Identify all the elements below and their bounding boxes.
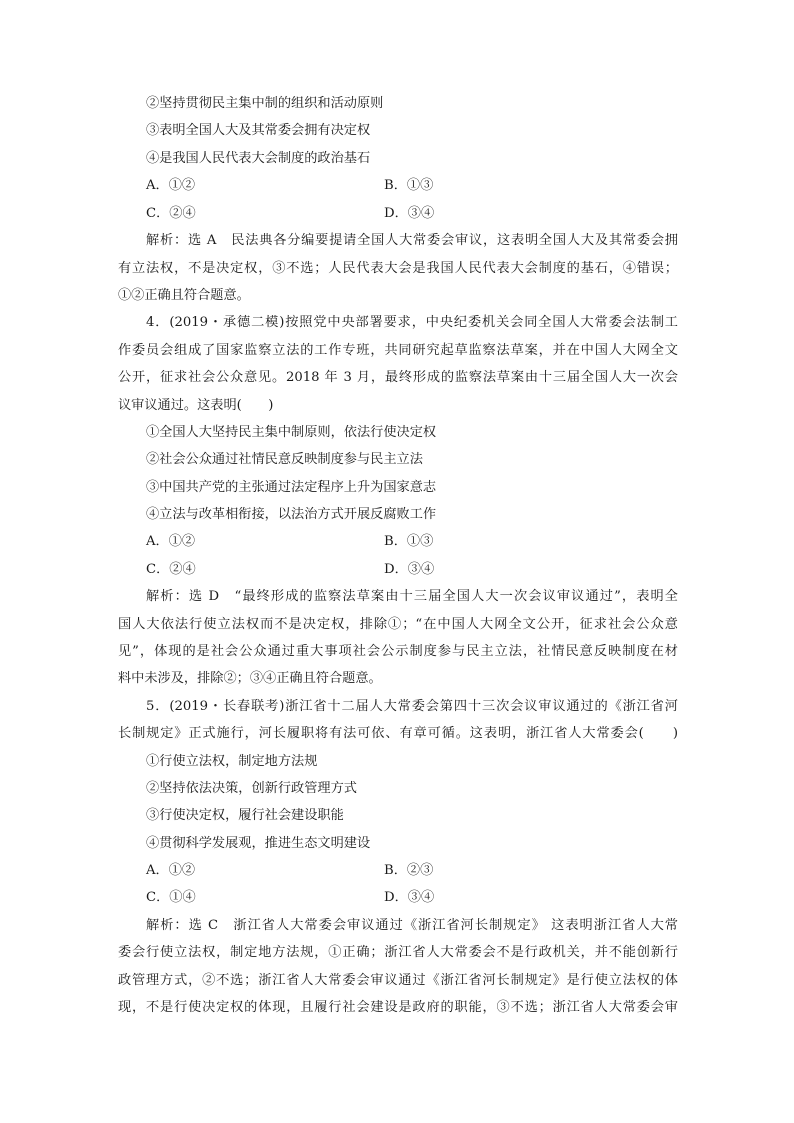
q3-option-c: C．②④	[146, 206, 196, 221]
q3-analysis-line-1: 解析：选 A 民法典各分编要提请全国人大常委会审议，这表明全国人大及其常委会拥	[146, 233, 678, 248]
q5-option-d: D．③④	[384, 890, 435, 905]
q3-option-a: A．①②	[146, 178, 196, 193]
q4-item-3: ③中国共产党的主张通过法定程序上升为国家意志	[146, 480, 437, 495]
q3-analysis-line-3: ①②正确且符合题意。	[118, 288, 250, 303]
q4-stem-line-4: 议审议通过。这表明( )	[118, 398, 274, 413]
q5-item-3: ③行使决定权，履行社会建设职能	[146, 808, 344, 823]
q4-item-1: ①全国人大坚持民主集中制原则，依法行使决定权	[146, 425, 437, 440]
q3-item-2: ②坚持贯彻民主集中制的组织和活动原则	[146, 96, 384, 111]
q4-stem-line-2: 作委员会组成了国家监察立法的工作专班，共同研究起草监察法草案，并在中国人大网全文	[118, 343, 678, 358]
q3-item-3: ③表明全国人大及其常委会拥有决定权	[146, 123, 371, 138]
q5-option-a: A．①②	[146, 863, 196, 878]
q5-item-4: ④贯彻科学发展观，推进生态文明建设	[146, 836, 371, 851]
q3-item-4: ④是我国人民代表大会制度的政治基石	[146, 151, 371, 166]
q5-stem-line-1: 5．(2019・长春联考)浙江省十二届人大常委会第四十三次会议审议通过的《浙江省河	[146, 699, 678, 714]
q5-analysis-line-3: 政管理方式，②不选；浙江省人大常委会审议通过《浙江省河长制规定》是行使立法权的体	[118, 973, 678, 988]
q3-option-b: B．①③	[384, 178, 434, 193]
q3-option-d: D．③④	[384, 206, 435, 221]
q4-analysis-line-4: 料中未涉及，排除②；③④正确且符合题意。	[118, 671, 382, 686]
q5-option-c: C．①④	[146, 890, 196, 905]
q4-analysis-line-2: 国人大依法行使立法权而不是决定权，排除①；“在中国人大网全文公开，征求社会公众意	[118, 617, 678, 632]
q4-option-d: D．③④	[384, 562, 435, 577]
q4-option-c: C．②④	[146, 562, 196, 577]
q4-option-b: B．①③	[384, 534, 434, 549]
q5-analysis-line-2: 委会行使立法权，制定地方法规，①正确；浙江省人大常委会不是行政机关，并不能创新行	[118, 945, 678, 960]
q4-item-2: ②社会公众通过社情民意反映制度参与民主立法	[146, 452, 423, 467]
q4-stem-line-1: 4．(2019・承德二模)按照党中央部署要求，中央纪委机关会同全国人大常委会法制工	[146, 315, 678, 330]
q4-stem-line-3: 公开，征求社会公众意见。2018 年 3 月，最终形成的监察法草案由十三届全国人大一次会	[118, 370, 678, 385]
q5-analysis-line-4: 现，不是行使决定权的体现，且履行社会建设是政府的职能，③不选；浙江省人大常委会审	[118, 1000, 678, 1015]
q4-analysis-line-1: 解析：选 D “最终形成的监察法草案由十三届全国人大一次会议审议通过”，表明全	[146, 589, 678, 604]
q5-stem-line-2: 长制规定》正式施行，河长履职将有法可依、有章可循。这表明，浙江省人大常委会( )	[118, 726, 678, 741]
q4-option-a: A．①②	[146, 534, 196, 549]
q5-item-1: ①行使立法权，制定地方法规	[146, 754, 318, 769]
q3-analysis-line-2: 有立法权，不是决定权，③不选；人民代表大会是我国人民代表大会制度的基石，④错误；	[118, 261, 678, 276]
q4-item-4: ④立法与改革相衔接，以法治方式开展反腐败工作	[146, 507, 437, 522]
q5-option-b: B．②③	[384, 863, 434, 878]
q5-item-2: ②坚持依法决策，创新行政管理方式	[146, 781, 357, 796]
q5-analysis-line-1: 解析：选 C 浙江省人大常委会审议通过《浙江省河长制规定》 这表明浙江省人大常	[146, 918, 678, 933]
q4-analysis-line-3: 见”，体现的是社会公众通过重大事项社会公示制度参与民主立法，社情民意反映制度在材	[118, 644, 678, 659]
